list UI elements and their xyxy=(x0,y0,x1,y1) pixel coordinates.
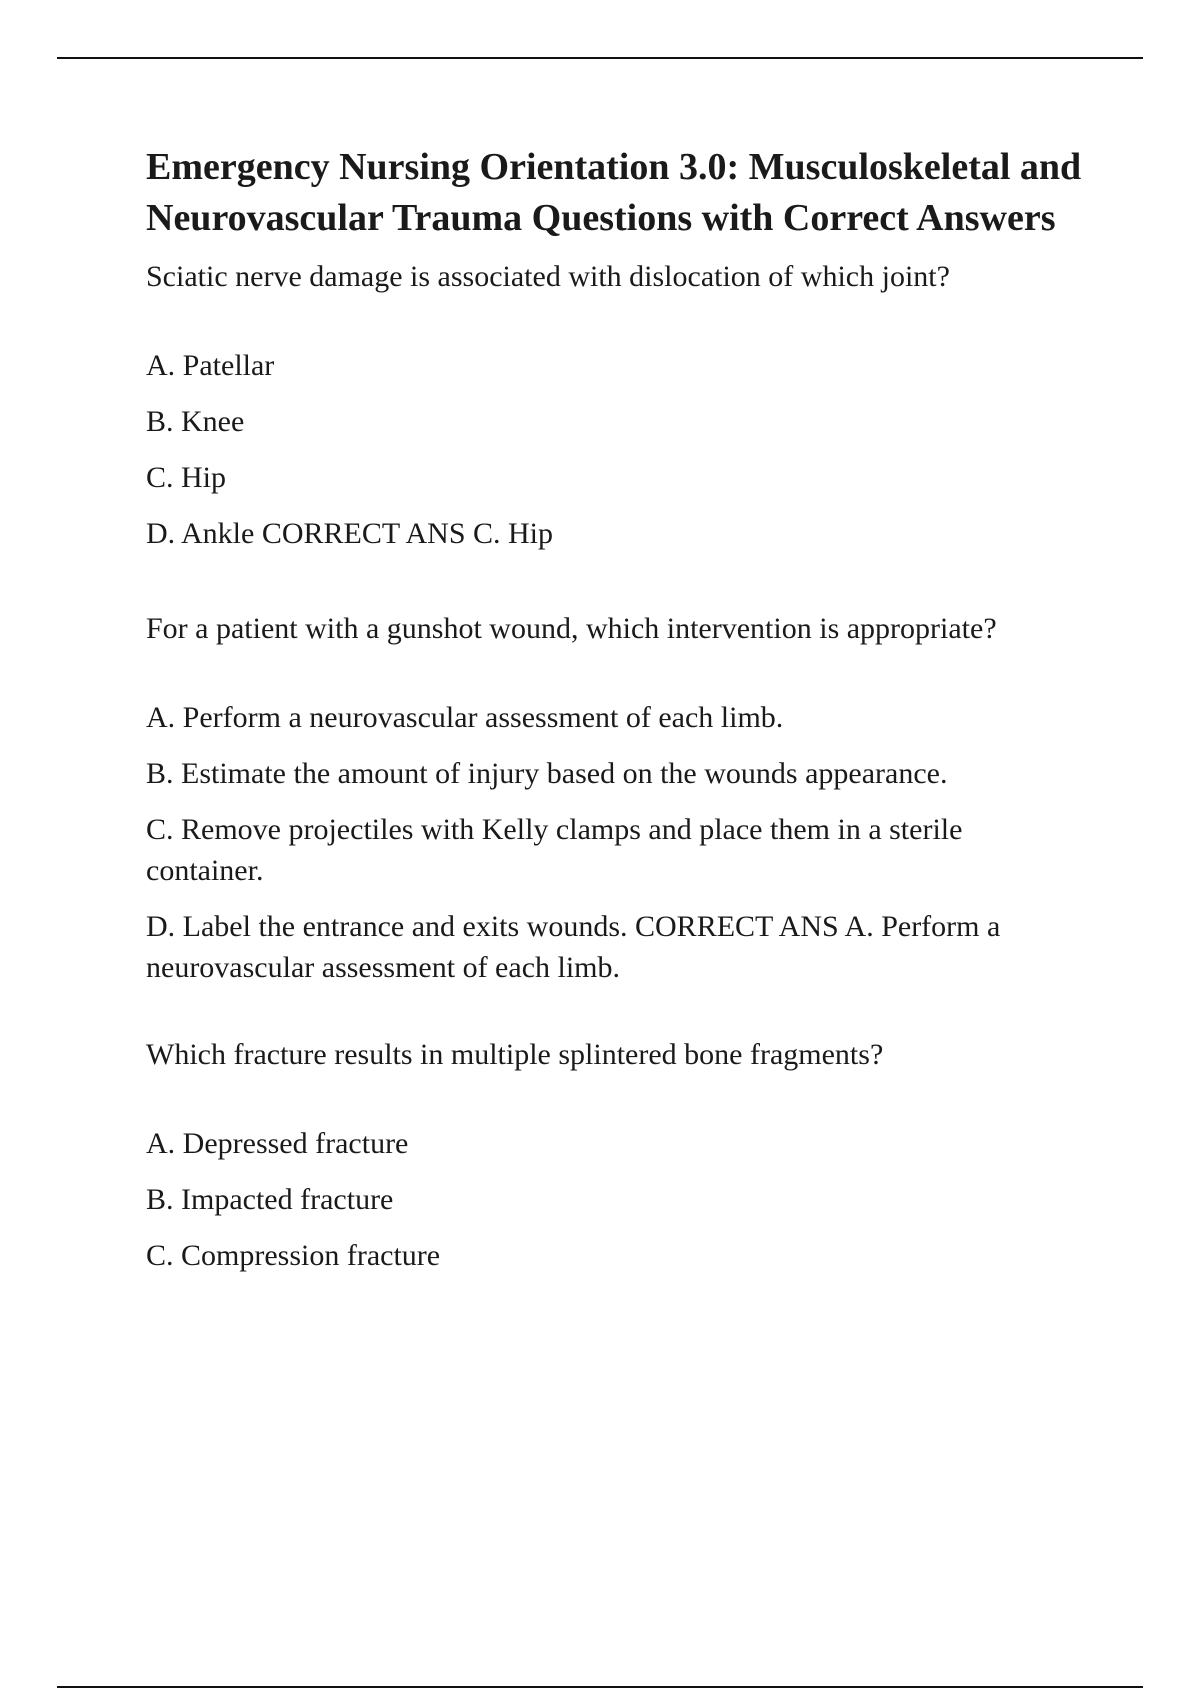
option-list-1 xyxy=(146,345,1086,554)
option-1d: D. Ankle CORRECT ANS C. Hip xyxy=(146,517,554,550)
question-text-3: Which fracture results in multiple splintered bone fragments? xyxy=(146,1038,884,1071)
document-body xyxy=(146,142,1086,1330)
option-3b: B. Impacted fracture xyxy=(146,1183,394,1216)
header-rule xyxy=(57,57,1143,59)
question-block-1 xyxy=(146,256,1086,554)
question-text-2: For a patient with a gunshot wound, which intervention is appropriate? xyxy=(146,612,997,645)
option-2c: C. Remove projectiles with Kelly clamps and place them in a sterile container. xyxy=(146,813,963,887)
option-2a: A. Perform a neurovascular assessment of each limb. xyxy=(146,701,784,734)
option-1a: A. Patellar xyxy=(146,349,275,382)
question-text-1: Sciatic nerve damage is associated with dislocation of which joint? xyxy=(146,260,950,293)
footer-rule xyxy=(57,1686,1143,1688)
option-list-3 xyxy=(146,1123,1086,1276)
option-3c: C. Compression fracture xyxy=(146,1239,441,1272)
option-2d: D. Label the entrance and exits wounds. CORRECT ANS A. Perform a neurovascular assessment of each limb. xyxy=(146,910,1001,984)
option-list-2 xyxy=(146,697,1086,988)
question-block-2 xyxy=(146,608,1086,988)
option-3a: A. Depressed fracture xyxy=(146,1127,409,1160)
document-title: Emergency Nursing Orientation 3.0: Musculoskeletal and Neurovascular Trauma Questions with Correct Answers xyxy=(146,146,1082,239)
question-block-3 xyxy=(146,1034,1086,1276)
option-1b: B. Knee xyxy=(146,405,245,438)
option-2b: B. Estimate the amount of injury based on the wounds appearance. xyxy=(146,757,948,790)
option-1c: C. Hip xyxy=(146,461,227,494)
